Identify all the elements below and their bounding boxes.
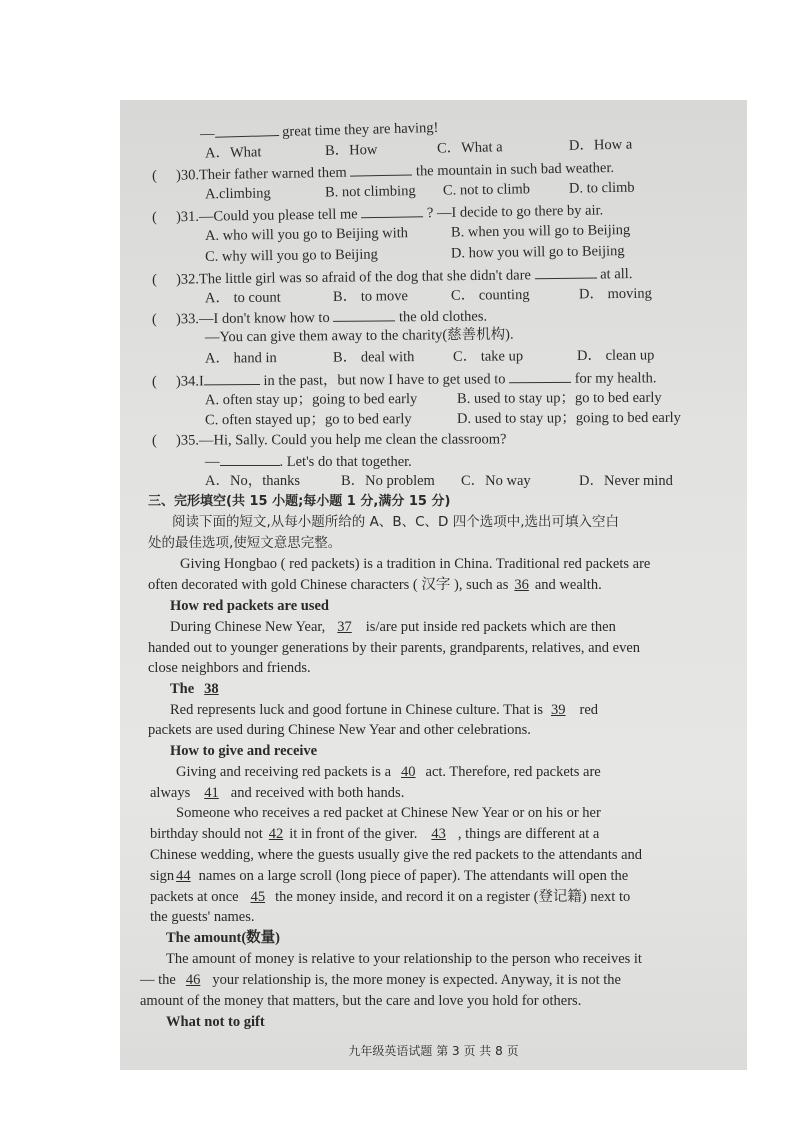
q33-blank (333, 306, 395, 322)
passage-p3a-post: red (579, 702, 599, 718)
q34-option-b: B. used to stay up；go to bed early (456, 389, 662, 407)
passage-p5d-pre: sign (150, 868, 175, 884)
q34-blank-2 (509, 368, 571, 383)
q34-options-ab (205, 389, 662, 409)
q34-paren: ( (151, 373, 157, 390)
q33-text2: the old clothes. (398, 308, 488, 326)
blank-39: 39 (551, 702, 566, 718)
heading-the-38 (170, 680, 225, 698)
q33-options (205, 346, 654, 367)
blank-46: 46 (185, 972, 201, 988)
heading-what-not-to-gift: What not to gift (166, 1014, 265, 1030)
passage-p4a (176, 763, 601, 781)
passage-p5d (150, 867, 628, 885)
q30-paren: ( (151, 167, 158, 185)
q29-option-d: D．How a (568, 136, 633, 154)
blank-44: 44 (176, 868, 191, 884)
q31-blank (361, 202, 423, 218)
heading-amount: The amount(数量) (166, 930, 280, 946)
q33-option-a: A． hand in (204, 350, 277, 367)
q30-option-a: A.climbing (204, 185, 271, 203)
passage-p5b-pre: birthday should not (150, 826, 263, 842)
q29-option-a: A．What (204, 144, 262, 162)
q30-option-c: C. not to climb (442, 181, 531, 199)
passage-p4a-post: act. Therefore, red packets are (425, 764, 601, 780)
passage-p4b-pre: always (150, 785, 191, 801)
q32-paren: ( (151, 271, 157, 288)
blank-43: 43 (431, 826, 446, 842)
q34-options-cd (205, 409, 681, 429)
q30-blank (350, 160, 412, 176)
q32-option-c: C． counting (450, 286, 530, 304)
section3-instructions-2: 处的最佳选项,使短文意思完整。 (148, 535, 342, 551)
q31-option-a: A. who will you go to Beijing with (204, 225, 409, 244)
q35-option-d: D．Never mind (579, 473, 673, 489)
passage-p4a-pre: Giving and receiving red packets is a (176, 764, 392, 780)
q29-option-c: C．What a (436, 139, 503, 157)
q31-paren: ( (151, 209, 158, 226)
passage-p3b: packets are used during Chinese New Year and other celebrations. (148, 722, 531, 738)
passage-p2a-pre: During Chinese New Year, (170, 619, 326, 635)
q35-dash: — (205, 454, 220, 470)
blank-36: 36 (514, 577, 529, 593)
page-footer: 九年级英语试题 第 3 页 共 8 页 (348, 1044, 519, 1058)
q32-options (205, 285, 652, 308)
q31-option-b: B. when you will go to Beijing (450, 222, 631, 241)
q35-blank (220, 451, 280, 466)
q35-stem (152, 430, 507, 449)
passage-p1b-post: and wealth. (534, 577, 602, 593)
q31-text2: ? —I decide to go there by air. (426, 202, 604, 222)
q33-option-d: D． clean up (576, 347, 655, 364)
q32-text2: at all. (600, 266, 633, 283)
passage-p5d-post: names on a large scroll (long piece of paper). The attendants will open the (198, 868, 629, 884)
q31-text: )31.—Could you please tell me (175, 206, 358, 226)
blank-41: 41 (204, 785, 219, 801)
exam-page (120, 100, 747, 1070)
q30-text: )30.Their father warned them (175, 164, 347, 184)
q32-blank (534, 264, 596, 280)
q34-blank-1 (204, 370, 260, 385)
q35-reply-text: . Let's do that together. (279, 454, 412, 470)
passage-p4b (150, 784, 404, 802)
q31-option-c: C. why will you go to Beijing (204, 246, 378, 265)
passage-p4b-post: and received with both hands. (230, 785, 405, 801)
passage-p5e-post: the money inside, and record it on a register (登记籍) next to (275, 889, 631, 905)
passage-p5c: Chinese wedding, where the guests usually give the red packets to the attendants and (150, 847, 643, 863)
q32-option-d: D． moving (578, 285, 652, 303)
passage-p6b (140, 971, 621, 989)
passage-p1a: Giving Hongbao ( red packets) is a tradition in China. Traditional red packets are (180, 556, 651, 572)
passage-p5b-mid: it in front of the giver. (289, 826, 418, 842)
section3-instructions-1: 阅读下面的短文,从每小题所给的 A、B、C、D 四个选项中,选出可填入空白 (172, 514, 619, 530)
blank-38: 38 (204, 681, 219, 697)
heading-how-used: How red packets are used (170, 598, 329, 614)
heading-the-pre: The (170, 681, 195, 697)
q29-option-b: B．How (324, 141, 378, 159)
passage-p5b (150, 825, 599, 843)
passage-p5e-pre: packets at once (150, 889, 239, 905)
q33-text: )33.—I don't know how to (175, 309, 330, 328)
passage-p5e (150, 888, 630, 906)
q34-option-a: A. often stay up；going to bed early (204, 391, 418, 409)
q34-text3: for my health. (574, 370, 657, 387)
q30-option-b: B. not climbing (324, 183, 416, 201)
q34-text2: in the past，but now I have to get used to (263, 371, 506, 389)
q35-option-c: C．No way (461, 473, 531, 489)
heading-give-receive: How to give and receive (170, 743, 318, 759)
q34-option-c: C. often stayed up；go to bed early (204, 411, 412, 429)
passage-p3a (170, 701, 598, 719)
q35-option-b: B．No problem (341, 473, 435, 489)
passage-p6c: amount of the money that matters, but the care and love you hold for others. (140, 993, 582, 1009)
q29-dash: — (199, 125, 215, 143)
q33-stem (152, 306, 487, 329)
q29-stem (200, 117, 439, 143)
passage-p5f: the guests' names. (150, 909, 255, 925)
passage-p6b-post: your relationship is, the more money is expected. Anyway, it is not the (212, 972, 621, 988)
passage-p1b (148, 576, 602, 594)
q29-blank (214, 121, 278, 138)
q35-options (205, 472, 673, 490)
passage-p2a (170, 618, 616, 636)
q35-option-a: A．No，thanks (205, 473, 301, 489)
blank-42: 42 (268, 826, 284, 842)
passage-p2b: handed out to younger generations by their parents, grandparents, relatives, and even (148, 640, 641, 656)
q34-text: )34.I (175, 373, 204, 390)
q30-option-d: D. to climb (568, 179, 635, 197)
q32-text: )32.The little girl was so afraid of the dog that she didn't dare (175, 267, 532, 288)
q29-text: great time they are having! (281, 119, 439, 140)
passage-p5b-post: , things are different at a (457, 826, 600, 842)
q31-option-d: D. how you will go to Beijing (450, 243, 625, 262)
q32-option-b: B． to move (332, 288, 409, 305)
q35-paren: ( (151, 432, 157, 449)
q34-stem (152, 367, 657, 391)
q33-option-b: B． deal with (332, 349, 415, 366)
q30-text2: the mountain in such bad weather. (415, 159, 615, 180)
section3-title: 三、完形填空(共 15 小题;每小题 1 分,满分 15 分) (148, 494, 451, 509)
q35-text: )35.—Hi, Sally. Could you help me clean the classroom? (175, 431, 507, 449)
passage-p5a: Someone who receives a red packet at Chinese New Year or on his or her (176, 805, 601, 821)
q33-reply: —You can give them away to the charity(慈善机构). (204, 326, 514, 346)
q34-option-d: D. used to stay up；going to bed early (456, 409, 681, 427)
passage-p6b-pre: — the (140, 972, 176, 988)
passage-p1b-pre: often decorated with gold Chinese characters ( 汉字 ), such as (148, 577, 509, 593)
q32-option-a: A． to count (204, 289, 281, 307)
blank-45: 45 (250, 889, 266, 905)
q31-options-cd (205, 242, 625, 266)
passage-p2c: close neighbors and friends. (148, 660, 311, 676)
blank-37: 37 (337, 619, 352, 635)
passage-p2a-post: is/are put inside red packets which are then (365, 619, 616, 635)
q35-reply (205, 451, 412, 471)
page-content (120, 100, 747, 1070)
q33-option-c: C． take up (452, 348, 524, 365)
q33-paren: ( (151, 311, 157, 328)
blank-40: 40 (401, 764, 416, 780)
passage-p3a-pre: Red represents luck and good fortune in Chinese culture. That is (170, 702, 544, 718)
passage-p6a: The amount of money is relative to your relationship to the person who receives it (166, 951, 642, 967)
